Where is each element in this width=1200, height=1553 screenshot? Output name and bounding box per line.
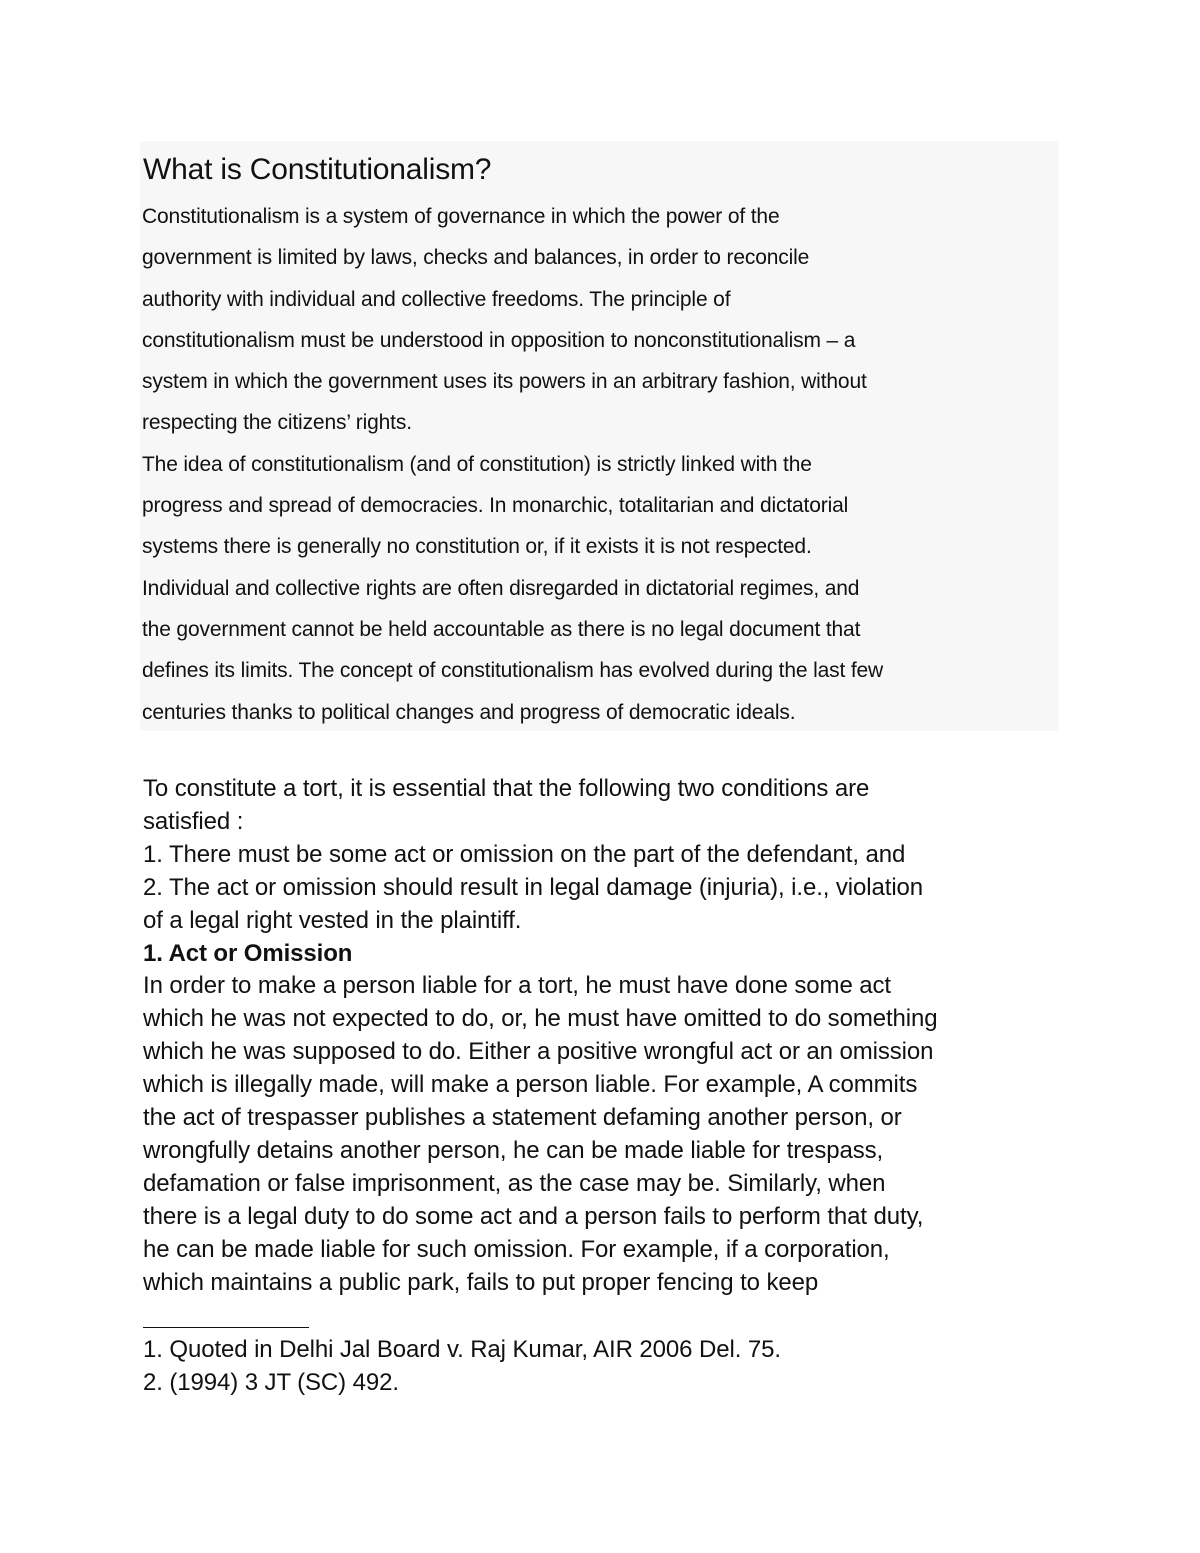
text-line: wrongfully detains another person, he can be made liable for trespass, — [143, 1136, 884, 1164]
text-line: respecting the citizens’ rights. — [142, 411, 412, 435]
constitutionalism-paragraph — [142, 196, 1062, 733]
text-line: progress and spread of democracies. In monarchic, totalitarian and dictatorial — [142, 494, 849, 518]
text-line: there is a legal duty to do some act and a person fails to perform that duty, — [143, 1202, 924, 1230]
text-line: satisfied : — [143, 807, 244, 835]
text-line: Constitutionalism is a system of governance in which the power of the — [142, 205, 780, 228]
text-line: which maintains a public park, fails to put proper fencing to keep — [143, 1268, 819, 1296]
text-line: he can be made liable for such omission. For example, if a corporation, — [143, 1235, 890, 1263]
list-item: 2. The act or omission should result in legal damage (injuria), i.e., violation — [143, 873, 924, 901]
footnotes — [143, 1334, 781, 1400]
tort-section — [143, 773, 1063, 1300]
text-line: systems there is generally no constitution or, if it exists it is not respected. — [142, 535, 812, 559]
text-line: system in which the government uses its powers in an arbitrary fashion, without — [142, 370, 867, 394]
text-line: of a legal right vested in the plaintiff. — [143, 906, 522, 934]
text-line: centuries thanks to political changes and progress of democratic ideals. — [142, 700, 796, 724]
text-line: government is limited by laws, checks and balances, in order to reconcile — [142, 246, 810, 270]
text-line: defamation or false imprisonment, as the case may be. Similarly, when — [143, 1169, 886, 1197]
section-title: What is Constitutionalism? — [143, 153, 492, 186]
text-line: which he was supposed to do. Either a positive wrongful act or an omission — [143, 1038, 934, 1066]
list-item: 1. There must be some act or omission on the part of the defendant, and — [143, 840, 906, 868]
text-line: constitutionalism must be understood in opposition to nonconstitutionalism – a — [142, 328, 856, 352]
text-line: the government cannot be held accountable as there is no legal document that — [142, 617, 861, 641]
text-line: The idea of constitutionalism (and of constitution) is strictly linked with the — [142, 452, 812, 476]
text-line: which he was not expected to do, or, he must have omitted to do something — [143, 1005, 938, 1033]
text-line: the act of trespasser publishes a statement defaming another person, or — [143, 1104, 902, 1132]
text-line: defines its limits. The concept of constitutionalism has evolved during the last few — [142, 659, 884, 683]
subsection-heading: 1. Act or Omission — [143, 939, 353, 967]
text-line: To constitute a tort, it is essential that the following two conditions are — [143, 775, 870, 802]
text-line: In order to make a person liable for a tort, he must have done some act — [143, 972, 891, 1000]
footnote-item: 1. Quoted in Delhi Jal Board v. Raj Kumar, AIR 2006 Del. 75. — [143, 1336, 781, 1363]
text-line: Individual and collective rights are often disregarded in dictatorial regimes, and — [142, 576, 860, 600]
text-line: which is illegally made, will make a person liable. For example, A commits — [143, 1071, 918, 1099]
text-line: authority with individual and collective freedoms. The principle of — [142, 287, 731, 311]
footnote-item: 2. (1994) 3 JT (SC) 492. — [143, 1368, 399, 1396]
footnote-separator — [143, 1327, 309, 1328]
